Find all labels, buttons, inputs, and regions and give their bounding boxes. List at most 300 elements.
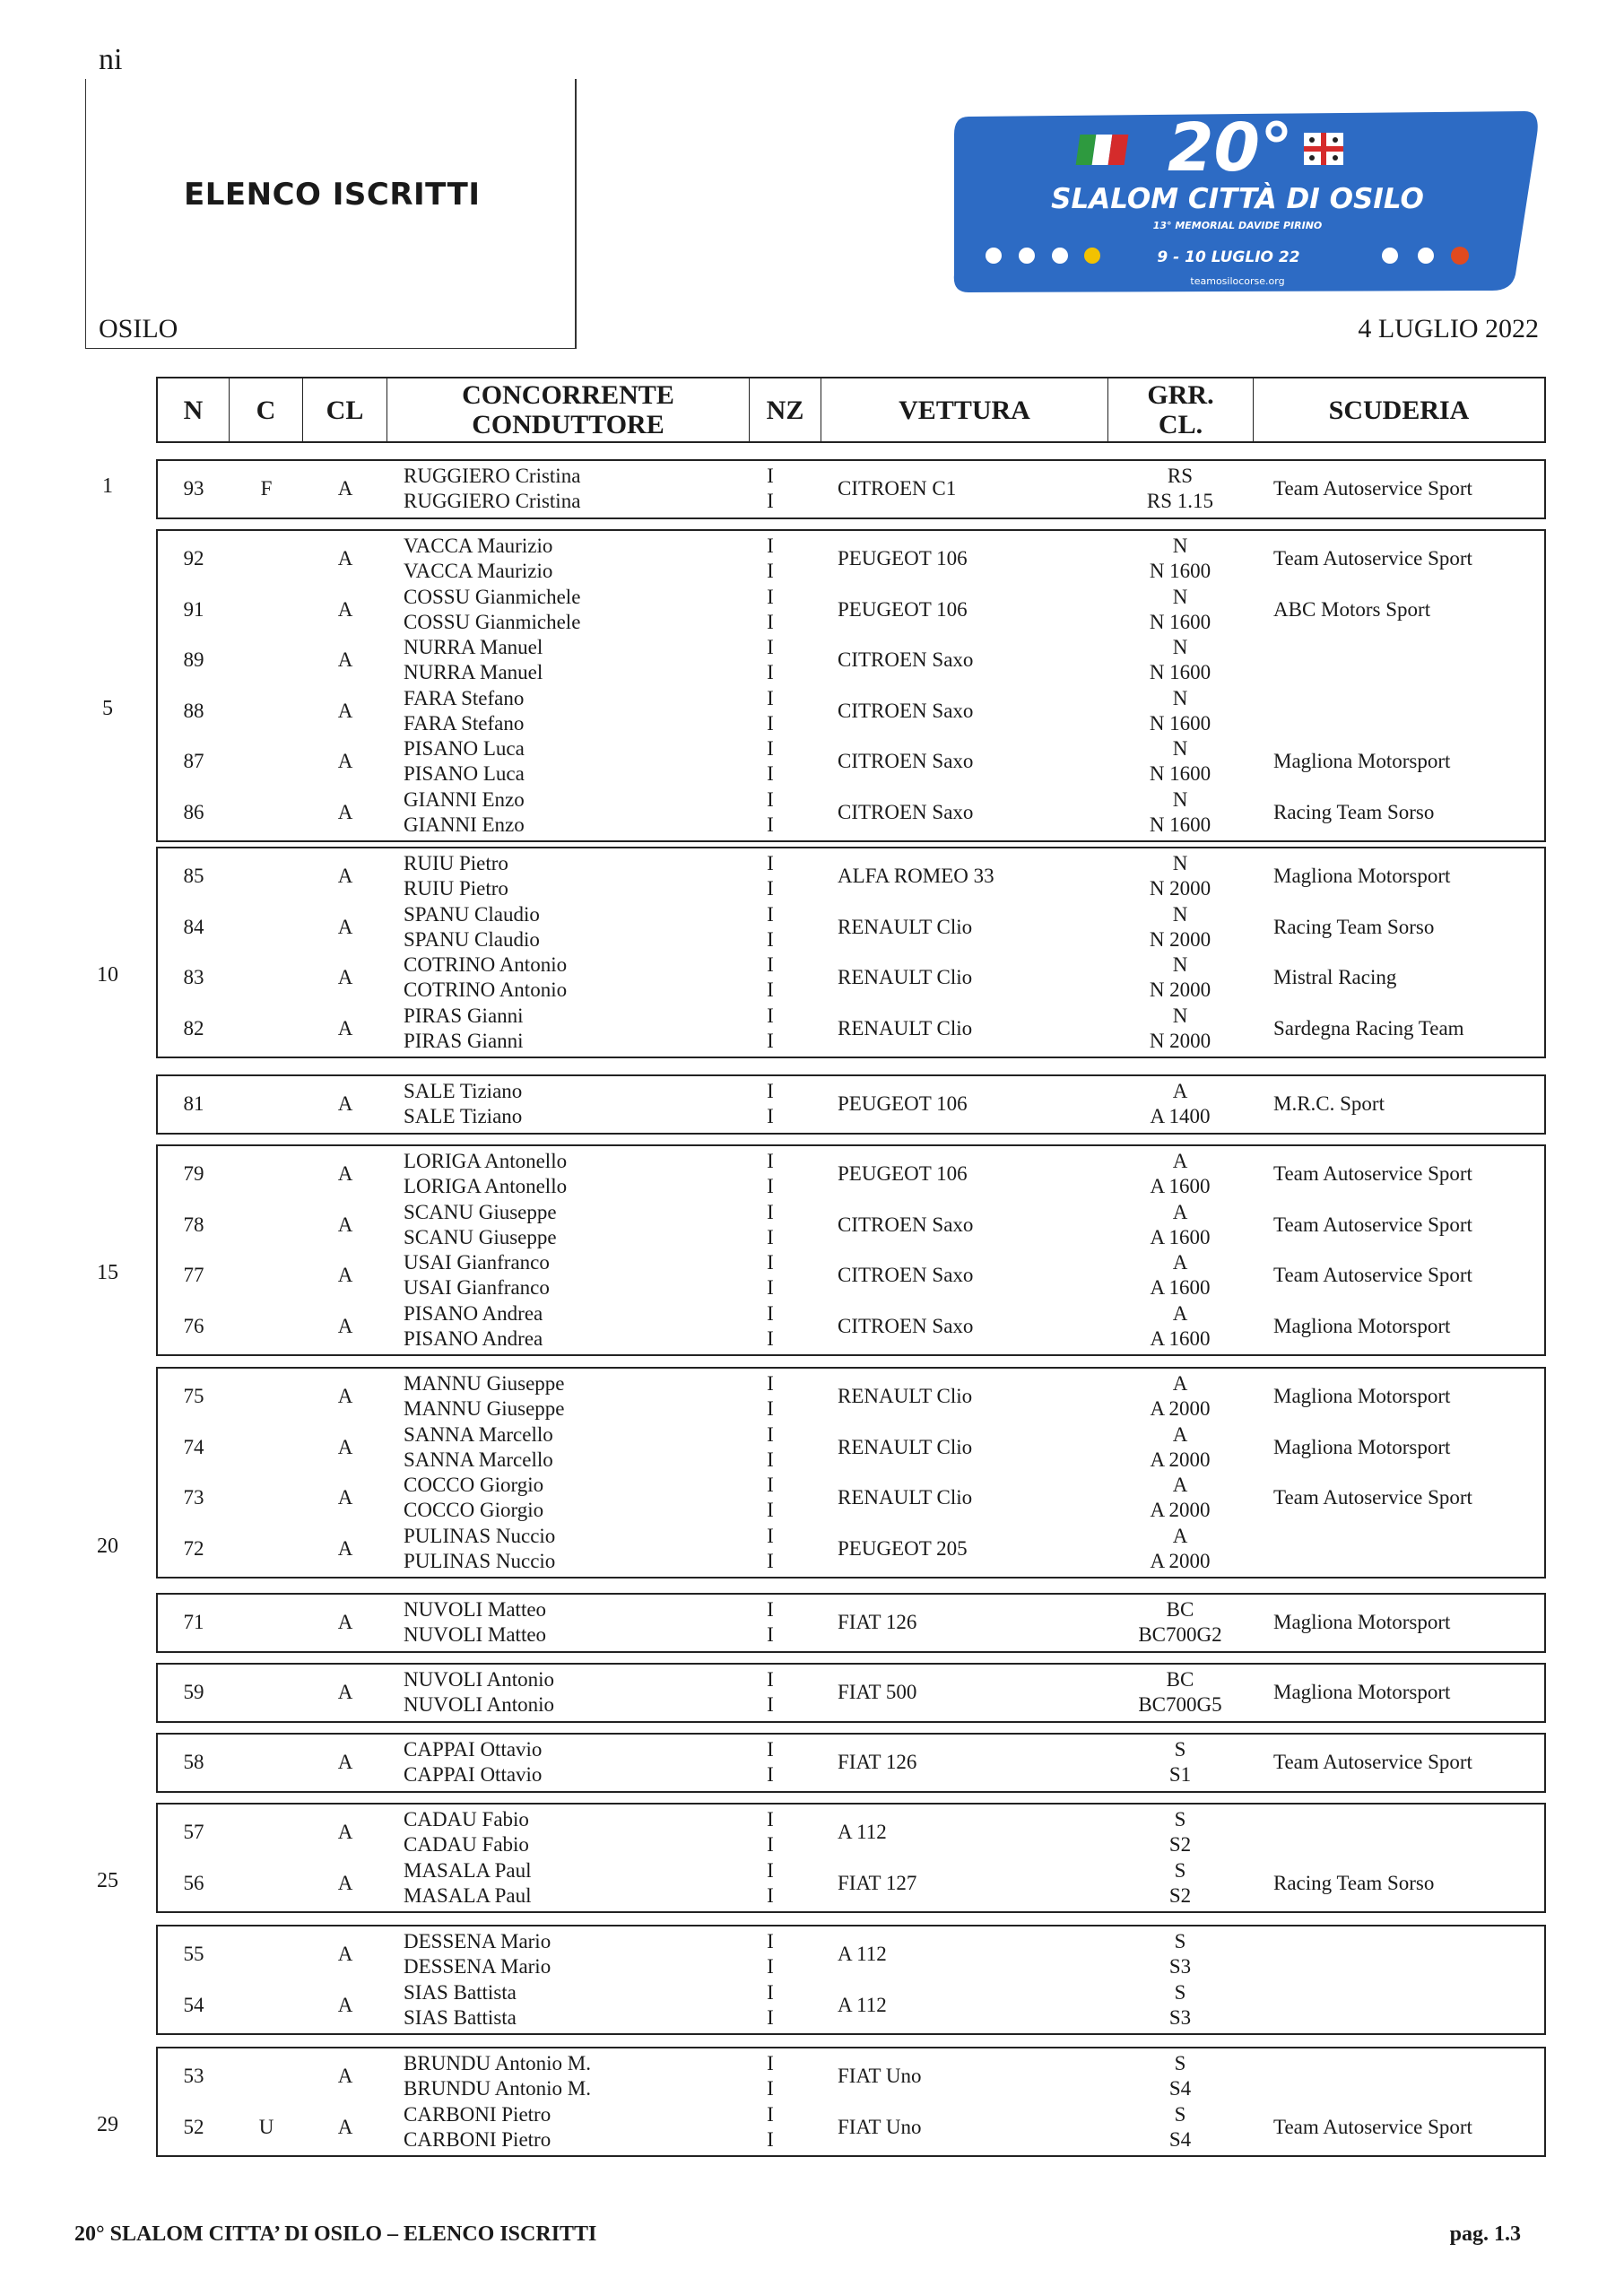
car-group: N [1172, 787, 1188, 811]
competitor-name: MANNU Giuseppe [404, 1372, 565, 1395]
car-group: N [1172, 737, 1188, 760]
driver-nationality: I [767, 2005, 774, 2029]
line-number: 20 [97, 1534, 118, 1558]
header-frame [85, 79, 577, 349]
logo-dates: 9 - 10 LUGLIO 22 [1157, 248, 1300, 266]
competitor-nationality: I [767, 1858, 774, 1882]
car-model: CITROEN Saxo [838, 1264, 974, 1286]
driver-name: SIAS Battista [404, 2005, 517, 2029]
col-driver-header [387, 378, 750, 441]
car-model: FIAT Uno [838, 2065, 922, 2087]
col-driver-header-line1: CONCORRENTE [462, 380, 674, 410]
table-row [158, 1980, 1544, 2031]
car-model: CITROEN Saxo [838, 1314, 974, 1337]
competitor-name: NUVOLI Antonio [404, 1668, 555, 1691]
entry-class: A [337, 1162, 353, 1185]
car-group: A [1172, 1474, 1188, 1496]
driver-nationality: I [767, 661, 774, 683]
competitor-name: NUVOLI Matteo [404, 1598, 547, 1621]
driver-name: NURRA Manuel [404, 661, 543, 683]
team-name: Magliona Motorsport [1273, 1435, 1451, 1458]
car-class: BC700G5 [1138, 1693, 1222, 1716]
entry-number: 78 [183, 1213, 204, 1236]
competitor-name: RUGGIERO Cristina [404, 465, 581, 487]
competitor-nationality: I [767, 787, 774, 811]
team-name: Team Autoservice Sport [1273, 477, 1472, 500]
driver-nationality: I [767, 1833, 774, 1856]
team-name: Team Autoservice Sport [1273, 1162, 1472, 1185]
driver-nationality: I [767, 1326, 774, 1350]
car-group: S [1174, 1980, 1186, 2004]
entry-class: A [337, 966, 353, 988]
car-group: S [1174, 1738, 1186, 1761]
driver-nationality: I [767, 560, 774, 582]
logo-line1: SLALOM CITTÀ DI OSILO [1051, 183, 1424, 215]
competitor-name: CAPPAI Ottavio [404, 1738, 543, 1761]
line-number: 29 [97, 2112, 118, 2136]
team-name: Racing Team Sorso [1273, 915, 1435, 938]
competitor-name: VACCA Maurizio [404, 535, 553, 557]
table-row [158, 1422, 1544, 1473]
car-class: N 1600 [1149, 661, 1211, 683]
competitor-name: COSSU Gianmichele [404, 585, 581, 608]
car-model: RENAULT Clio [838, 1016, 973, 1039]
table-row [158, 534, 1544, 584]
sardinian-flag-icon [1304, 133, 1343, 165]
entry-class: A [337, 1435, 353, 1458]
col-nz-header: NZ [750, 378, 821, 441]
competitor-nationality: I [767, 1808, 774, 1831]
car-group: S [1174, 1930, 1186, 1952]
driver-nationality: I [767, 1623, 774, 1646]
driver-nationality: I [767, 711, 774, 735]
car-group: A [1172, 1422, 1188, 1446]
car-group: N [1172, 636, 1188, 658]
entry-number: 58 [183, 1751, 204, 1773]
competitor-name: SANNA Marcello [404, 1422, 553, 1446]
entry-number: 74 [183, 1435, 204, 1458]
entry-number: 75 [183, 1385, 204, 1407]
logo-big-number: 20° [1168, 109, 1293, 187]
team-name: Mistral Racing [1273, 966, 1397, 988]
table-row [158, 1149, 1544, 1199]
entry-number: 88 [183, 699, 204, 722]
driver-nationality: I [767, 978, 774, 1001]
driver-name: CAPPAI Ottavio [404, 1763, 543, 1786]
competitor-nationality: I [767, 1598, 774, 1621]
competitor-name: PULINAS Nuccio [404, 1524, 556, 1547]
team-name: Team Autoservice Sport [1273, 1264, 1472, 1286]
car-group: N [1172, 585, 1188, 608]
car-group: A [1172, 1301, 1188, 1325]
competitor-nationality: I [767, 1422, 774, 1446]
car-group: S [1174, 1858, 1186, 1882]
entry-class: A [337, 1536, 353, 1560]
competitor-nationality: I [767, 686, 774, 709]
team-name: Team Autoservice Sport [1273, 1486, 1472, 1509]
car-class: S1 [1168, 1763, 1192, 1786]
car-group: BC [1166, 1668, 1194, 1691]
col-cl-header: CL [303, 378, 387, 441]
location-label: OSILO [99, 314, 178, 344]
competitor-name: COTRINO Antonio [404, 953, 568, 976]
competitor-nationality: I [767, 535, 774, 557]
competitor-name: LORIGA Antonello [404, 1150, 568, 1172]
driver-name: SALE Tiziano [404, 1105, 523, 1127]
team-name: Magliona Motorsport [1273, 1314, 1451, 1337]
entry-number: 89 [183, 648, 204, 671]
entry-class: A [337, 865, 353, 887]
competitor-nationality: I [767, 1980, 774, 2004]
entry-group [156, 1367, 1546, 1578]
entry-class: A [337, 1751, 353, 1773]
page-marker: ni [99, 43, 123, 76]
driver-name: MANNU Giuseppe [404, 1397, 565, 1420]
driver-name: CADAU Fabio [404, 1833, 529, 1856]
car-model: RENAULT Clio [838, 915, 973, 938]
entry-class: A [337, 547, 353, 570]
car-model: FIAT 127 [838, 1871, 917, 1894]
entry-number: 71 [183, 1611, 204, 1633]
driver-nationality: I [767, 1029, 774, 1052]
driver-name: LORIGA Antonello [404, 1175, 568, 1197]
logo-site: teamosilocorse.org [1190, 275, 1285, 287]
entry-number: 84 [183, 915, 204, 938]
entry-number: 92 [183, 547, 204, 570]
team-name: Team Autoservice Sport [1273, 1751, 1472, 1773]
table-row [158, 464, 1544, 514]
col-group-header [1108, 378, 1254, 441]
table-row [158, 1250, 1544, 1300]
table-row [158, 952, 1544, 1003]
competitor-name: NURRA Manuel [404, 636, 543, 658]
team-name: Racing Team Sorso [1273, 800, 1435, 823]
competitor-name: PIRAS Gianni [404, 1004, 524, 1027]
competitor-nationality: I [767, 1301, 774, 1325]
entry-class: A [337, 1314, 353, 1337]
page-number: pag. 1.3 [1449, 2222, 1521, 2246]
table-row [158, 1079, 1544, 1129]
car-class: S4 [1168, 2077, 1192, 2100]
competitor-nationality: I [767, 1668, 774, 1691]
entry-class: A [337, 1943, 353, 1965]
entry-number: 54 [183, 1993, 204, 2016]
driver-nationality: I [767, 1883, 774, 1907]
driver-name: RUIU Pietro [404, 877, 508, 900]
driver-name: VACCA Maurizio [404, 560, 553, 582]
car-class: N 2000 [1149, 877, 1211, 900]
entry-class: A [337, 1681, 353, 1703]
car-model: CITROEN Saxo [838, 699, 974, 722]
car-group: N [1172, 852, 1188, 874]
team-name: Magliona Motorsport [1273, 1385, 1451, 1407]
entry-group [156, 2047, 1546, 2157]
car-model: PEUGEOT 106 [838, 1092, 968, 1115]
car-class: A 2000 [1150, 1448, 1211, 1471]
competitor-nationality: I [767, 1200, 774, 1223]
car-model: FIAT 126 [838, 1611, 917, 1633]
car-model: PEUGEOT 205 [838, 1536, 968, 1560]
team-name: Magliona Motorsport [1273, 750, 1451, 772]
competitor-nationality: I [767, 2052, 774, 2074]
entry-class: A [337, 1264, 353, 1286]
table-row [158, 787, 1544, 838]
competitor-name: MASALA Paul [404, 1858, 532, 1882]
competitor-name: USAI Gianfranco [404, 1251, 550, 1274]
car-class: N 1600 [1149, 711, 1211, 735]
car-model: PEUGEOT 106 [838, 1162, 968, 1185]
team-name: Magliona Motorsport [1273, 1611, 1451, 1633]
car-class: A 1600 [1150, 1225, 1211, 1248]
car-class: RS 1.15 [1146, 490, 1214, 512]
entry-number: 52 [183, 2115, 204, 2138]
car-class: A 1600 [1150, 1175, 1211, 1197]
line-number: 15 [97, 1261, 118, 1284]
entry-class: A [337, 648, 353, 671]
driver-name: GIANNI Enzo [404, 813, 525, 836]
entry-class: A [337, 477, 353, 500]
entry-class: A [337, 2115, 353, 2138]
col-driver-header-line2: CONDUTTORE [472, 410, 664, 439]
entry-number: 77 [183, 1264, 204, 1286]
car-model: RENAULT Clio [838, 1385, 973, 1407]
driver-name: COSSU Gianmichele [404, 610, 581, 633]
entry-class: A [337, 1016, 353, 1039]
car-group: S [1174, 2102, 1186, 2126]
driver-name: MASALA Paul [404, 1883, 532, 1907]
competitor-name: BRUNDU Antonio M. [404, 2052, 591, 2074]
entry-number: 87 [183, 750, 204, 772]
table-row [158, 1301, 1544, 1352]
entry-class: A [337, 1486, 353, 1509]
driver-name: FARA Stefano [404, 711, 525, 735]
car-class: A 2000 [1150, 1397, 1211, 1420]
driver-name: USAI Gianfranco [404, 1276, 550, 1299]
entry-group [156, 1144, 1546, 1356]
driver-nationality: I [767, 610, 774, 633]
entry-class: A [337, 1993, 353, 2016]
competitor-nationality: I [767, 1738, 774, 1761]
competitor-name: PISANO Andrea [404, 1301, 543, 1325]
table-row [158, 1200, 1544, 1250]
entry-class: A [337, 1092, 353, 1115]
date-label: 4 LUGLIO 2022 [1358, 314, 1539, 344]
entry-number: 86 [183, 800, 204, 823]
car-group: RS [1167, 465, 1194, 487]
driver-name: RUGGIERO Cristina [404, 490, 581, 512]
driver-name: CARBONI Pietro [404, 2127, 551, 2151]
entry-number: 81 [183, 1092, 204, 1115]
driver-name: NUVOLI Antonio [404, 1693, 555, 1716]
col-group-header-line2: CL. [1158, 410, 1203, 439]
car-class: S4 [1168, 2127, 1192, 2151]
team-name: Magliona Motorsport [1273, 865, 1451, 887]
competitor-name: SCANU Giuseppe [404, 1200, 557, 1223]
team-name: Team Autoservice Sport [1273, 547, 1472, 570]
driver-name: PISANO Luca [404, 762, 525, 785]
car-class: N 1600 [1149, 560, 1211, 582]
car-class: N 1600 [1149, 610, 1211, 633]
car-class: A 1600 [1150, 1276, 1211, 1299]
car-class: N 2000 [1149, 978, 1211, 1001]
car-group: A [1172, 1080, 1188, 1102]
team-name: Magliona Motorsport [1273, 1681, 1451, 1703]
table-row [158, 1858, 1544, 1909]
competitor-nationality: I [767, 1080, 774, 1102]
car-class: A 2000 [1150, 1549, 1211, 1572]
driver-nationality: I [767, 762, 774, 785]
event-logo [942, 99, 1542, 296]
car-model: A 112 [838, 1821, 887, 1843]
competitor-nationality: I [767, 953, 774, 976]
driver-name: COCCO Giorgio [404, 1499, 544, 1521]
col-team-header: SCUDERIA [1328, 395, 1470, 425]
table-header [156, 377, 1546, 443]
car-group: A [1172, 1200, 1188, 1223]
driver-nationality: I [767, 813, 774, 836]
competitor-nationality: I [767, 1004, 774, 1027]
driver-nationality: I [767, 1499, 774, 1521]
car-class: BC700G2 [1138, 1623, 1222, 1646]
car-class: A 1600 [1150, 1326, 1211, 1350]
entry-category: U [258, 2115, 274, 2138]
line-number: 1 [102, 474, 113, 498]
driver-name: BRUNDU Antonio M. [404, 2077, 591, 2100]
competitor-name: SIAS Battista [404, 1980, 517, 2004]
entry-number: 91 [183, 597, 204, 621]
driver-name: PULINAS Nuccio [404, 1549, 556, 1572]
entry-group [156, 1663, 1546, 1723]
driver-name: COTRINO Antonio [404, 978, 568, 1001]
entry-number: 93 [183, 477, 204, 500]
driver-name: PISANO Andrea [404, 1326, 543, 1350]
competitor-name: SALE Tiziano [404, 1080, 523, 1102]
car-model: PEUGEOT 106 [838, 547, 968, 570]
table-row [158, 1737, 1544, 1787]
driver-nationality: I [767, 1549, 774, 1572]
car-model: CITROEN Saxo [838, 750, 974, 772]
entry-class: A [337, 699, 353, 722]
logo-line2: 13° MEMORIAL DAVIDE PIRINO [1152, 220, 1323, 231]
entry-group [156, 529, 1546, 842]
entry-number: 53 [183, 2065, 204, 2087]
entry-number: 57 [183, 1821, 204, 1843]
car-class: N 1600 [1149, 813, 1211, 836]
car-model: FIAT 500 [838, 1681, 917, 1703]
entry-number: 73 [183, 1486, 204, 1509]
competitor-nationality: I [767, 737, 774, 760]
driver-name: NUVOLI Matteo [404, 1623, 547, 1646]
entry-class: A [337, 1213, 353, 1236]
car-class: N 2000 [1149, 927, 1211, 951]
car-class: S2 [1168, 1883, 1192, 1907]
entry-class: A [337, 1611, 353, 1633]
car-class: S3 [1168, 1955, 1192, 1978]
driver-nationality: I [767, 1763, 774, 1786]
team-name: M.R.C. Sport [1273, 1092, 1385, 1115]
car-model: RENAULT Clio [838, 966, 973, 988]
entry-group [156, 1074, 1546, 1135]
driver-nationality: I [767, 1955, 774, 1978]
table-row [158, 1597, 1544, 1648]
competitor-name: DESSENA Mario [404, 1930, 551, 1952]
competitor-name: CARBONI Pietro [404, 2102, 551, 2126]
car-class: S2 [1168, 1833, 1192, 1856]
table-row [158, 1004, 1544, 1054]
car-class: S3 [1168, 2005, 1192, 2029]
competitor-nationality: I [767, 465, 774, 487]
competitor-name: FARA Stefano [404, 686, 525, 709]
competitor-name: CADAU Fabio [404, 1808, 529, 1831]
entry-number: 55 [183, 1943, 204, 1965]
car-model: FIAT 126 [838, 1751, 917, 1773]
competitor-name: RUIU Pietro [404, 852, 508, 874]
entry-number: 56 [183, 1871, 204, 1894]
entry-class: A [337, 2065, 353, 2087]
col-n-header: N [158, 378, 230, 441]
entry-number: 79 [183, 1162, 204, 1185]
car-model: CITROEN Saxo [838, 1213, 974, 1236]
entry-group [156, 1593, 1546, 1653]
driver-name: SANNA Marcello [404, 1448, 553, 1471]
line-number: 5 [102, 696, 113, 720]
car-group: N [1172, 686, 1188, 709]
car-model: CITROEN Saxo [838, 648, 974, 671]
driver-nationality: I [767, 2127, 774, 2151]
car-model: PEUGEOT 106 [838, 597, 968, 621]
competitor-nationality: I [767, 852, 774, 874]
competitor-nationality: I [767, 2102, 774, 2126]
competitor-name: GIANNI Enzo [404, 787, 525, 811]
competitor-nationality: I [767, 1251, 774, 1274]
entry-number: 83 [183, 966, 204, 988]
car-group: S [1174, 2052, 1186, 2074]
car-class: N 2000 [1149, 1029, 1211, 1052]
driver-nationality: I [767, 490, 774, 512]
col-car-header: VETTURA [821, 378, 1108, 441]
table-row [158, 1667, 1544, 1718]
car-model: A 112 [838, 1993, 887, 2016]
footer-title: 20° SLALOM CITTA’ DI OSILO – ELENCO ISCRITTI [74, 2222, 597, 2246]
entry-group [156, 847, 1546, 1058]
driver-name: SPANU Claudio [404, 927, 540, 951]
car-group: BC [1166, 1598, 1194, 1621]
competitor-nationality: I [767, 1524, 774, 1547]
entry-number: 85 [183, 865, 204, 887]
team-name: Team Autoservice Sport [1273, 1213, 1472, 1236]
driver-nationality: I [767, 1276, 774, 1299]
entry-class: A [337, 1871, 353, 1894]
entry-class: A [337, 915, 353, 938]
competitor-nationality: I [767, 585, 774, 608]
competitor-nationality: I [767, 1372, 774, 1395]
team-name: Racing Team Sorso [1273, 1871, 1435, 1894]
entry-class: A [337, 800, 353, 823]
team-name: Team Autoservice Sport [1273, 2115, 1472, 2138]
table-row [158, 2102, 1544, 2152]
driver-name: DESSENA Mario [404, 1955, 551, 1978]
competitor-nationality: I [767, 1930, 774, 1952]
car-group: A [1172, 1251, 1188, 1274]
car-model: A 112 [838, 1943, 887, 1965]
table-row [158, 902, 1544, 952]
car-class: A 1400 [1150, 1105, 1211, 1127]
italian-flag-icon [1076, 135, 1129, 165]
car-group: N [1172, 953, 1188, 976]
col-c-header: C [230, 378, 303, 441]
entry-group [156, 1803, 1546, 1913]
car-group: N [1172, 535, 1188, 557]
